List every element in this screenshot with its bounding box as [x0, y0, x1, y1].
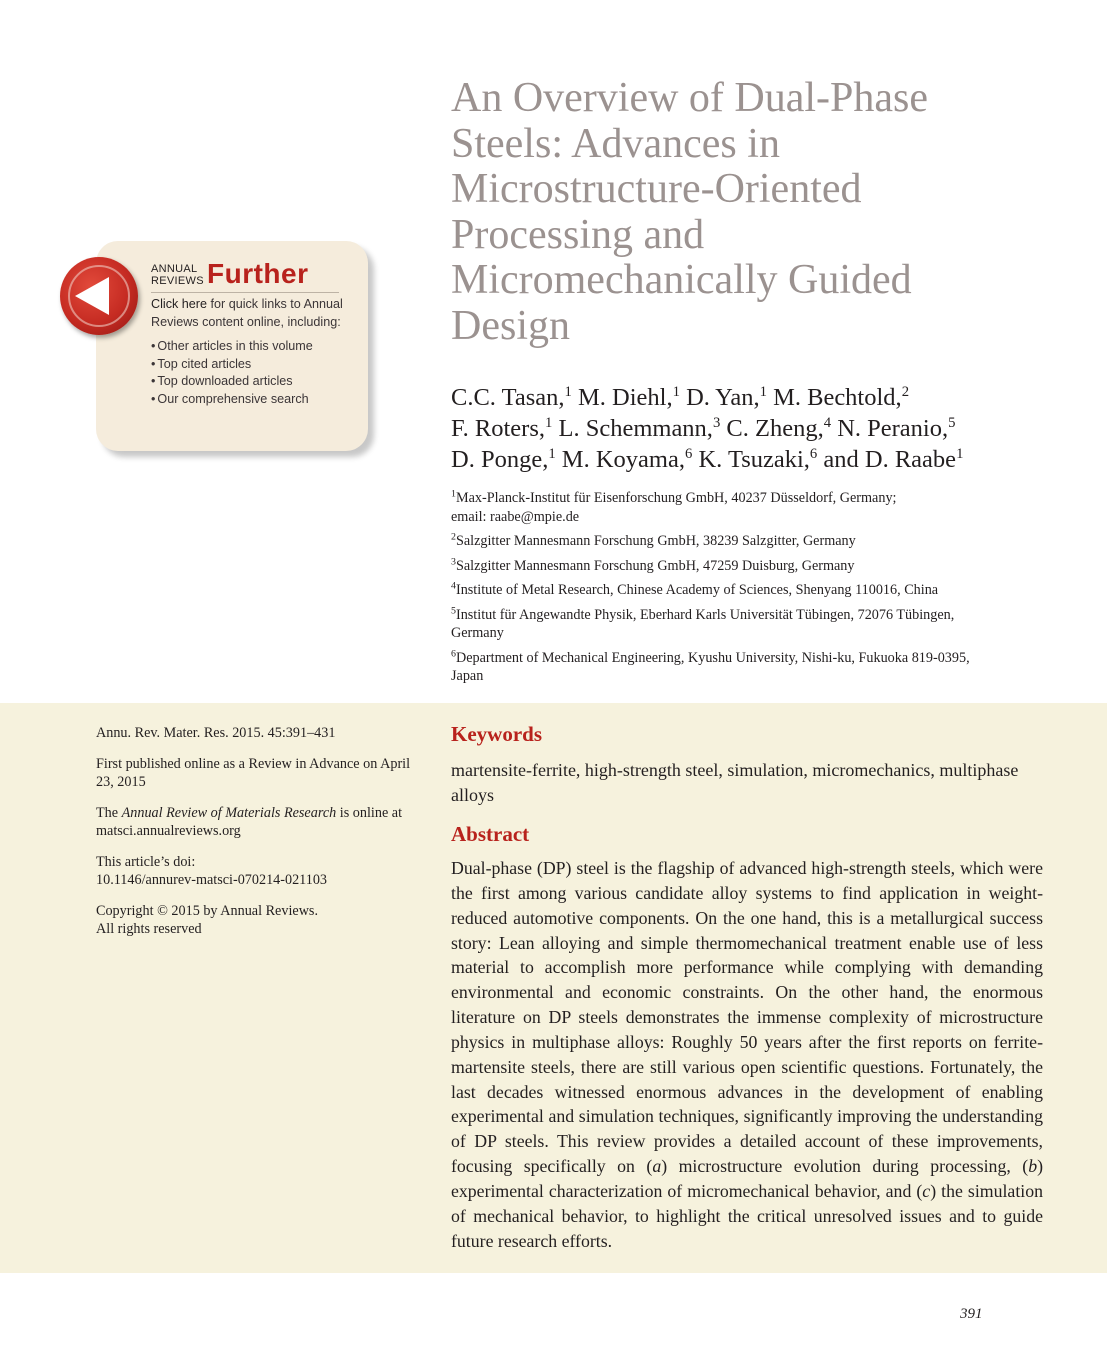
further-link-item[interactable]: • Top downloaded articles	[151, 373, 351, 391]
affiliation	[451, 532, 1051, 551]
abstract-part: ) experimental characterization of micromechanical behavior, and (	[451, 1156, 1043, 1201]
title-line: An Overview of Dual-Phase	[451, 75, 929, 121]
affiliation-number: 5	[451, 604, 456, 616]
affiliation	[451, 649, 1051, 686]
keywords-heading: Keywords	[451, 722, 542, 746]
author-affil-ref: 1	[548, 445, 556, 462]
further-link-item[interactable]: • Other articles in this volume	[151, 338, 351, 356]
page-number: 391	[960, 1306, 983, 1322]
copyright: Copyright © 2015 by Annual Reviews.	[96, 902, 319, 919]
author-affil-ref: 6	[684, 445, 693, 462]
affiliation-text: Institut für Angewandte Physik, Eberhard Karls Universität Tübingen, 72076 Tübingen,	[455, 606, 955, 623]
copyright-block	[96, 902, 416, 939]
doi-label: This article’s doi:	[96, 853, 196, 870]
article-metadata	[96, 724, 416, 951]
affiliation-text: Department of Mechanical Engineering, Kyushu University, Nishi-ku, Fukuoka 819-0395,	[455, 649, 970, 666]
publication-note: First published online as a Review in Advance on April 23, 2015	[96, 755, 411, 790]
affiliation	[451, 489, 1051, 526]
further-word: Further	[207, 258, 309, 289]
author-affil-ref: 5	[948, 414, 956, 431]
author-list	[451, 382, 1091, 475]
further-play-icon[interactable]	[60, 257, 138, 335]
further-body	[151, 296, 351, 408]
abstract-enum-b: b	[1028, 1156, 1038, 1177]
title-line: Micromechanically Guided	[451, 257, 912, 303]
article-title	[451, 76, 1071, 349]
affiliation-number: 4	[451, 580, 456, 592]
author-name: D. Yan,	[686, 384, 760, 411]
author-line	[451, 444, 1091, 475]
author-affil-ref: 3	[712, 414, 721, 431]
affiliation	[451, 557, 1051, 576]
online-post: is online at matsci.annualreviews.org	[96, 804, 403, 839]
keywords-text: martensite-ferrite, high-strength steel, simulation, micromechanics, multiphase alloys	[451, 760, 1019, 805]
author-affil-ref: 6	[809, 445, 818, 462]
article-title-block	[451, 76, 1071, 349]
further-link-list	[151, 338, 351, 408]
further-intro: for quick links to Annual Reviews content online, including:	[151, 297, 343, 329]
author-line	[451, 413, 1091, 444]
author-line	[451, 382, 1091, 413]
affiliation-number: 2	[451, 531, 456, 543]
further-header	[151, 258, 361, 294]
affiliation-number: 1	[451, 488, 456, 500]
affiliation-number: 6	[451, 647, 456, 659]
title-line: Microstructure-Oriented	[451, 166, 862, 212]
journal-online-note	[96, 804, 416, 841]
abstract-part: Dual-phase (DP) steel is the flagship of advanced high-strength steels, which were the first among various candidate alloy systems to find application in weight-reduced automotive components. On the one hand, this is a metallurgical success story: Lean alloying and simple thermomechanical treatment enable use of less material to accomplish more performance while complying with demanding environmental and economic constraints. On the other hand, the enormous literature on DP steels demonstrates the immense complexity of microstructure physics in multiphase alloys: Roughly 50 years after the first reports on ferrite-martensite steels, there are still various open scientific questions. Fortunately, the last decades witnessed enormous advances in the development of enabling experimental and simulation techniques, significantly improving the understanding of DP steels. This review provides a detailed account of these improvements, focusing specifically on (	[451, 858, 1043, 1177]
citation: Annu. Rev. Mater. Res. 2015. 45:391–431	[96, 725, 336, 741]
author-affil-ref: 1	[956, 445, 964, 462]
author-name: N. Peranio,	[837, 415, 949, 442]
author-affil-ref: 4	[823, 414, 832, 431]
affiliation-text: Salzgitter Mannesmann Forschung GmbH, 47259 Duisburg, Germany	[455, 557, 855, 574]
abstract-text	[451, 856, 1043, 1254]
abstract-part: ) microstructure evolution during processing, (	[661, 1156, 1029, 1177]
author-name: and D. Raabe	[823, 446, 957, 473]
affiliation-text: Institute of Metal Research, Chinese Academy of Sciences, Shenyang 110016, China	[455, 582, 939, 598]
author-affil-ref: 2	[901, 383, 910, 400]
affiliation-list	[451, 489, 1051, 692]
author-name: M. Diehl,	[578, 384, 673, 411]
logo-reviews-text: REVIEWS	[151, 275, 204, 287]
further-divider	[151, 292, 339, 293]
further-link-item[interactable]: • Our comprehensive search	[151, 391, 351, 409]
abstract-enum-c: c	[922, 1180, 931, 1201]
logo-annual-text: ANNUAL	[151, 263, 198, 275]
affiliation-number: 3	[451, 555, 456, 567]
author-name: M. Koyama,	[561, 446, 685, 473]
affiliation-text: Germany	[451, 625, 504, 641]
affiliation-text: Max-Planck-Institut für Eisenforschung GmbH, 40237 Düsseldorf, Germany;	[455, 490, 897, 506]
click-here-link[interactable]: Click here	[151, 297, 207, 311]
author-name: C. Zheng,	[726, 415, 824, 442]
affiliation-text: Japan	[451, 668, 484, 684]
author-name: D. Ponge,	[451, 446, 549, 473]
title-line: Design	[451, 302, 570, 349]
affiliation	[451, 581, 1051, 600]
further-link-item[interactable]: • Top cited articles	[151, 356, 351, 374]
author-name: F. Roters,	[451, 415, 546, 442]
title-line: Processing and	[451, 211, 705, 258]
title-line: Steels: Advances in	[451, 120, 780, 167]
author-name: C.C. Tasan,	[451, 384, 565, 411]
rights: All rights reserved	[96, 921, 202, 937]
affiliation-text: Salzgitter Mannesmann Forschung GmbH, 38239 Salzgitter, Germany	[455, 533, 856, 549]
author-affil-ref: 1	[545, 414, 553, 431]
doi-value[interactable]: 10.1146/annurev-matsci-070214-021103	[96, 872, 328, 888]
author-affil-ref: 1	[759, 383, 767, 400]
author-name: L. Schemmann,	[558, 415, 713, 442]
author-affil-ref: 1	[564, 383, 572, 400]
abstract-enum-a: a	[652, 1156, 662, 1177]
annual-reviews-logo	[151, 263, 204, 287]
abstract-heading: Abstract	[451, 822, 530, 846]
journal-name: Annual Review of Materials Research	[121, 804, 337, 821]
affiliation-email[interactable]: email: raabe@mpie.de	[451, 508, 580, 525]
author-name: K. Tsuzaki,	[698, 446, 810, 473]
author-affil-ref: 1	[672, 383, 680, 400]
affiliation	[451, 606, 1051, 643]
abstract-part: ) the simulation of mechanical behavior, to highlight the critical unresolved issues and to guide future research efforts.	[451, 1180, 1043, 1251]
play-triangle-icon	[60, 257, 138, 335]
author-name: M. Bechtold,	[773, 384, 902, 411]
doi-block	[96, 853, 416, 890]
online-pre: The	[96, 804, 122, 821]
